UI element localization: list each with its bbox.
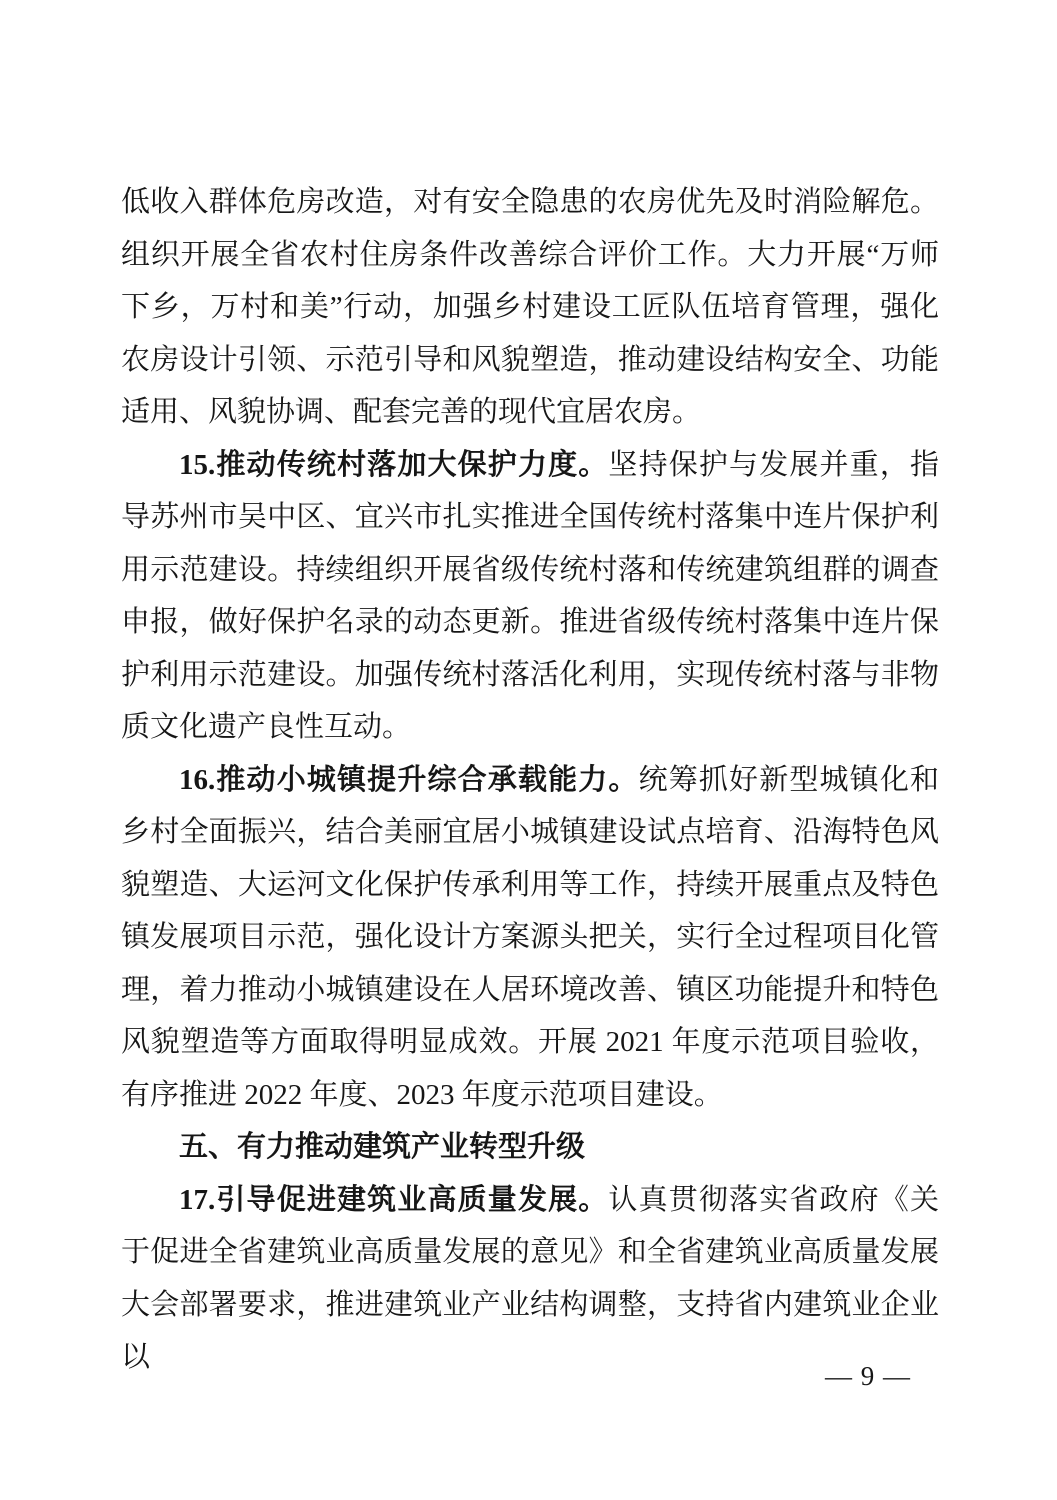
- paragraph-continuation: [121, 176, 939, 439]
- paragraph-item-15: [121, 439, 939, 754]
- item-16-lead: 16.推动小城镇提升综合承载能力。: [179, 763, 639, 796]
- paragraph-text: 认真贯彻落实省政府《关于促进全省建筑业高质量发展的意见》和全省建筑业高质量发展大会部署要求，推进建筑业产业结构调整，支持省内建筑业企业以: [121, 1183, 939, 1373]
- item-15-lead: 15.推动传统村落加大保护力度。: [179, 448, 609, 481]
- paragraph-item-17: [121, 1174, 939, 1384]
- paragraph-text: 统筹抓好新型城镇化和乡村全面振兴，结合美丽宜居小城镇建设试点培育、沿海特色风貌塑造、大运河文化保护传承利用等工作，持续开展重点及特色镇发展项目示范，强化设计方案源头把关，实行全过程项目化管理，着力推动小城镇建设在人居环境改善、镇区功能提升和特色风貌塑造等方面取得明显成效。开展 2021 年度示范项目验收，有序推进 2022 年度、2023 年度示范项目建设。: [121, 763, 939, 1111]
- paragraph-text: 低收入群体危房改造，对有安全隐患的农房优先及时消险解危。组织开展全省农村住房条件改善综合评价工作。大力开展“万师下乡，万村和美”行动，加强乡村建设工匠队伍培育管理，强化农房设计引领、示范引导和风貌塑造，推动建设结构安全、功能适用、风貌协调、配套完善的现代宜居农房。: [121, 186, 939, 428]
- section-heading-5: 五、有力推动建筑产业转型升级: [179, 1131, 586, 1163]
- document-body: [121, 176, 939, 1384]
- item-17-lead: 17.引导促进建筑业高质量发展。: [179, 1183, 609, 1216]
- paragraph-item-16: [121, 754, 939, 1122]
- page-number: — 9 —: [825, 1361, 911, 1391]
- paragraph-text: 坚持保护与发展并重，指导苏州市吴中区、宜兴市扎实推进全国传统村落集中连片保护利用示范建设。持续组织开展省级传统村落和传统建筑组群的调查申报，做好保护名录的动态更新。推进省级传统村落集中连片保护利用示范建设。加强传统村落活化利用，实现传统村落与非物质文化遗产良性互动。: [121, 448, 939, 743]
